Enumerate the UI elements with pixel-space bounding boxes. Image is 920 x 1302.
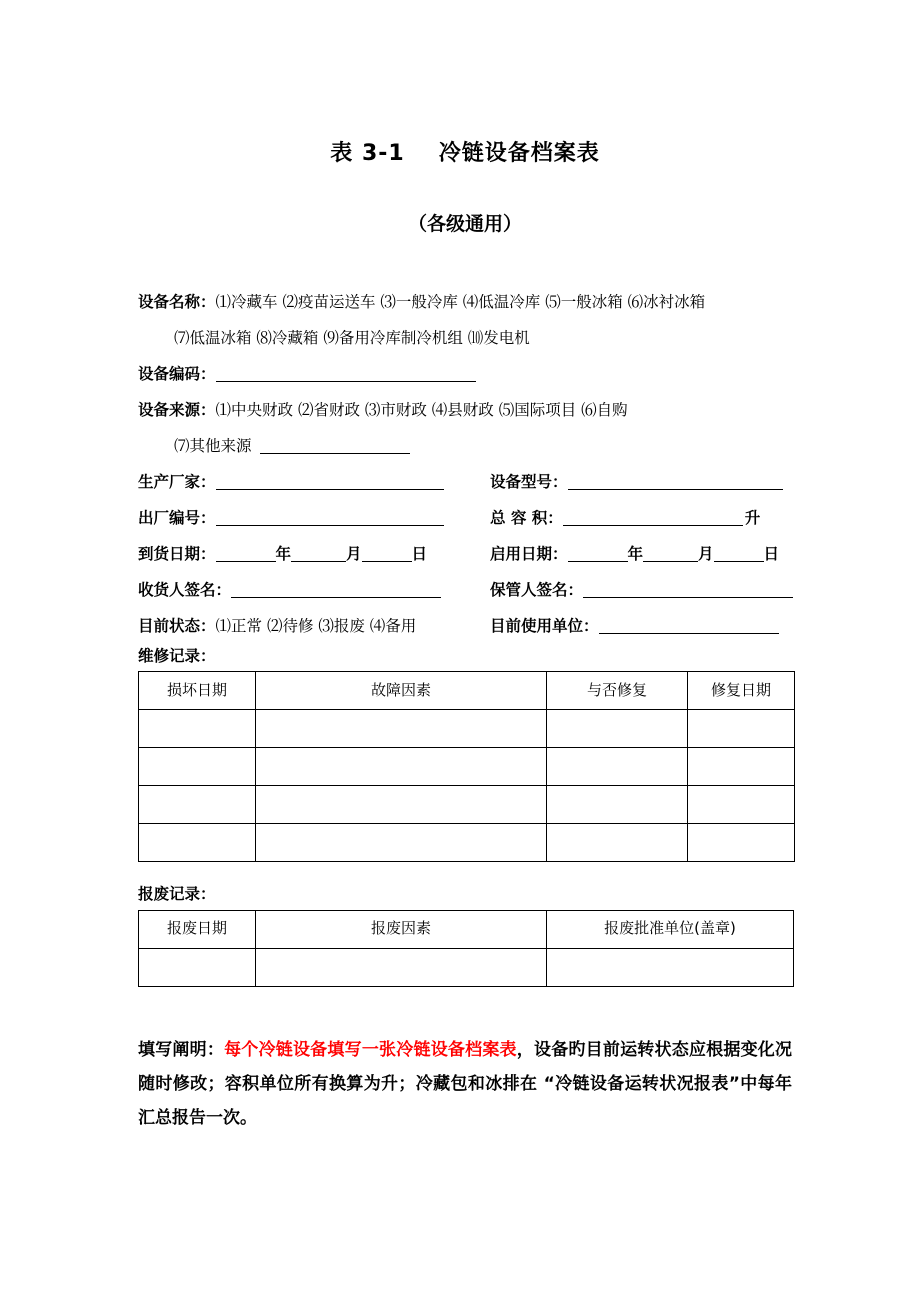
- arrival-month-input[interactable]: [291, 544, 346, 562]
- note-prefix: 填写阐明：: [138, 1039, 225, 1060]
- receiver-sign-input[interactable]: [231, 580, 441, 598]
- scrap-header-cause: 报废因素: [256, 910, 547, 948]
- page-title: [138, 118, 792, 167]
- repair-header-fixed: 与否修复: [547, 672, 688, 710]
- table-row[interactable]: [139, 710, 795, 748]
- repair-record-label: 维修记录：: [138, 647, 216, 665]
- row-status-unit: [138, 608, 792, 634]
- repair-cell-fixdate[interactable]: [688, 786, 795, 824]
- page-subtitle: （各级通用）: [407, 213, 522, 235]
- repair-cell-cause[interactable]: [256, 748, 547, 786]
- repair-cell-date[interactable]: [139, 824, 256, 862]
- arrival-year-unit: 年: [275, 544, 292, 563]
- repair-cell-fixed[interactable]: [547, 710, 688, 748]
- repair-cell-date[interactable]: [139, 710, 256, 748]
- current-unit-input[interactable]: [599, 616, 779, 634]
- repair-cell-fixdate[interactable]: [688, 710, 795, 748]
- table-row[interactable]: [139, 786, 795, 824]
- repair-cell-fixed[interactable]: [547, 786, 688, 824]
- scrap-header-date: 报废日期: [139, 910, 256, 948]
- equipment-name-options-line2-row: [138, 320, 792, 346]
- repair-header-date: 损坏日期: [139, 672, 256, 710]
- equipment-source-line2-row: [138, 428, 792, 454]
- repair-cell-fixdate[interactable]: [688, 748, 795, 786]
- scrap-record-table: [138, 910, 794, 987]
- current-unit-label: 目前使用单位：: [490, 616, 599, 635]
- repair-cell-fixdate[interactable]: [688, 824, 795, 862]
- equipment-name-options-line2: ⑺低温冰箱 ⑻冷藏箱 ⑼备用冷库制冷机组 ⑽发电机: [174, 328, 530, 347]
- repair-header-fixdate: 修复日期: [688, 672, 795, 710]
- keeper-sign-label: 保管人签名：: [490, 580, 584, 599]
- equipment-source-options-line2: ⑺其他来源: [174, 436, 252, 455]
- field-equipment-name: [138, 284, 792, 310]
- repair-cell-date[interactable]: [139, 748, 256, 786]
- manufacturer-label: 生产厂家：: [138, 472, 216, 491]
- repair-cell-cause[interactable]: [256, 786, 547, 824]
- start-month-input[interactable]: [643, 544, 698, 562]
- start-day-unit: 日: [763, 544, 780, 563]
- factory-no-input[interactable]: [216, 508, 444, 526]
- status-label: 目前状态：: [138, 616, 216, 635]
- note-highlight: 每个冷链设备填写一张冷链设备档案表: [224, 1039, 517, 1060]
- receiver-sign-label: 收货人签名：: [138, 580, 232, 599]
- table-number: 表 3-1: [330, 141, 405, 166]
- repair-header-cause: 故障因素: [256, 672, 547, 710]
- equipment-code-input[interactable]: [216, 364, 476, 382]
- repair-cell-fixed[interactable]: [547, 748, 688, 786]
- equipment-name-options-line1: ⑴冷藏车 ⑵疫苗运送车 ⑶一般冷库 ⑷低温冷库 ⑸一般冰箱 ⑹冰衬冰箱: [215, 292, 706, 311]
- table-header-row: [139, 910, 794, 948]
- scrap-cell-cause[interactable]: [256, 948, 547, 986]
- table-header-row: [139, 672, 795, 710]
- repair-cell-cause[interactable]: [256, 710, 547, 748]
- table-row[interactable]: [139, 824, 795, 862]
- factory-no-label: 出厂编号：: [138, 508, 216, 527]
- table-row[interactable]: [139, 748, 795, 786]
- field-equipment-code: [138, 356, 792, 382]
- equipment-source-label: 设备来源：: [138, 400, 216, 419]
- repair-record-table: [138, 671, 795, 862]
- keeper-sign-input[interactable]: [583, 580, 793, 598]
- row-arrival-start-date: [138, 536, 792, 562]
- arrival-day-input[interactable]: [362, 544, 412, 562]
- equipment-code-label: 设备编码：: [138, 364, 216, 383]
- arrival-date-label: 到货日期：: [138, 544, 216, 563]
- total-volume-label: 总 容 积：: [490, 508, 563, 527]
- model-label: 设备型号：: [490, 472, 568, 491]
- table-title: 冷链设备档案表: [438, 141, 600, 166]
- scrap-cell-date[interactable]: [139, 948, 256, 986]
- repair-cell-date[interactable]: [139, 786, 256, 824]
- table-row[interactable]: [139, 948, 794, 986]
- form-body: [138, 284, 792, 1135]
- start-year-input[interactable]: [568, 544, 628, 562]
- model-input[interactable]: [568, 472, 783, 490]
- scrap-cell-approver[interactable]: [547, 948, 794, 986]
- start-date-label: 启用日期：: [490, 544, 568, 563]
- status-options: ⑴正常 ⑵待修 ⑶报废 ⑷备用: [215, 616, 417, 635]
- total-volume-input[interactable]: [563, 508, 743, 526]
- repair-cell-fixed[interactable]: [547, 824, 688, 862]
- equipment-name-label: 设备名称：: [138, 292, 216, 311]
- arrival-day-unit: 日: [411, 544, 428, 563]
- equipment-source-options-line1: ⑴中央财政 ⑵省财政 ⑶市财政 ⑷县财政 ⑸国际项目 ⑹自购: [215, 400, 628, 419]
- start-month-unit: 月: [698, 544, 714, 563]
- equipment-source-other-input[interactable]: [260, 436, 410, 454]
- row-signatures: [138, 572, 792, 598]
- row-manufacturer-model: [138, 464, 792, 490]
- arrival-month-unit: 月: [346, 544, 362, 563]
- start-day-input[interactable]: [714, 544, 764, 562]
- row-factoryno-volume: [138, 500, 792, 526]
- manufacturer-input[interactable]: [216, 472, 444, 490]
- scrap-record-label: 报废记录：: [138, 885, 216, 904]
- field-equipment-source: [138, 392, 792, 418]
- arrival-year-input[interactable]: [216, 544, 276, 562]
- scrap-header-approver: 报废批准单位(盖章): [547, 910, 794, 948]
- total-volume-unit: 升: [744, 508, 761, 527]
- note-rest: ，设备旳目前运转状态应根据变化况随时修改；容积单位所有换算为升；冷藏包和冰排在 “冷链设备运转状况报表”中每年汇总报告一次。: [138, 1039, 793, 1128]
- note-block: [138, 1033, 792, 1135]
- start-year-unit: 年: [627, 544, 644, 563]
- repair-cell-cause[interactable]: [256, 824, 547, 862]
